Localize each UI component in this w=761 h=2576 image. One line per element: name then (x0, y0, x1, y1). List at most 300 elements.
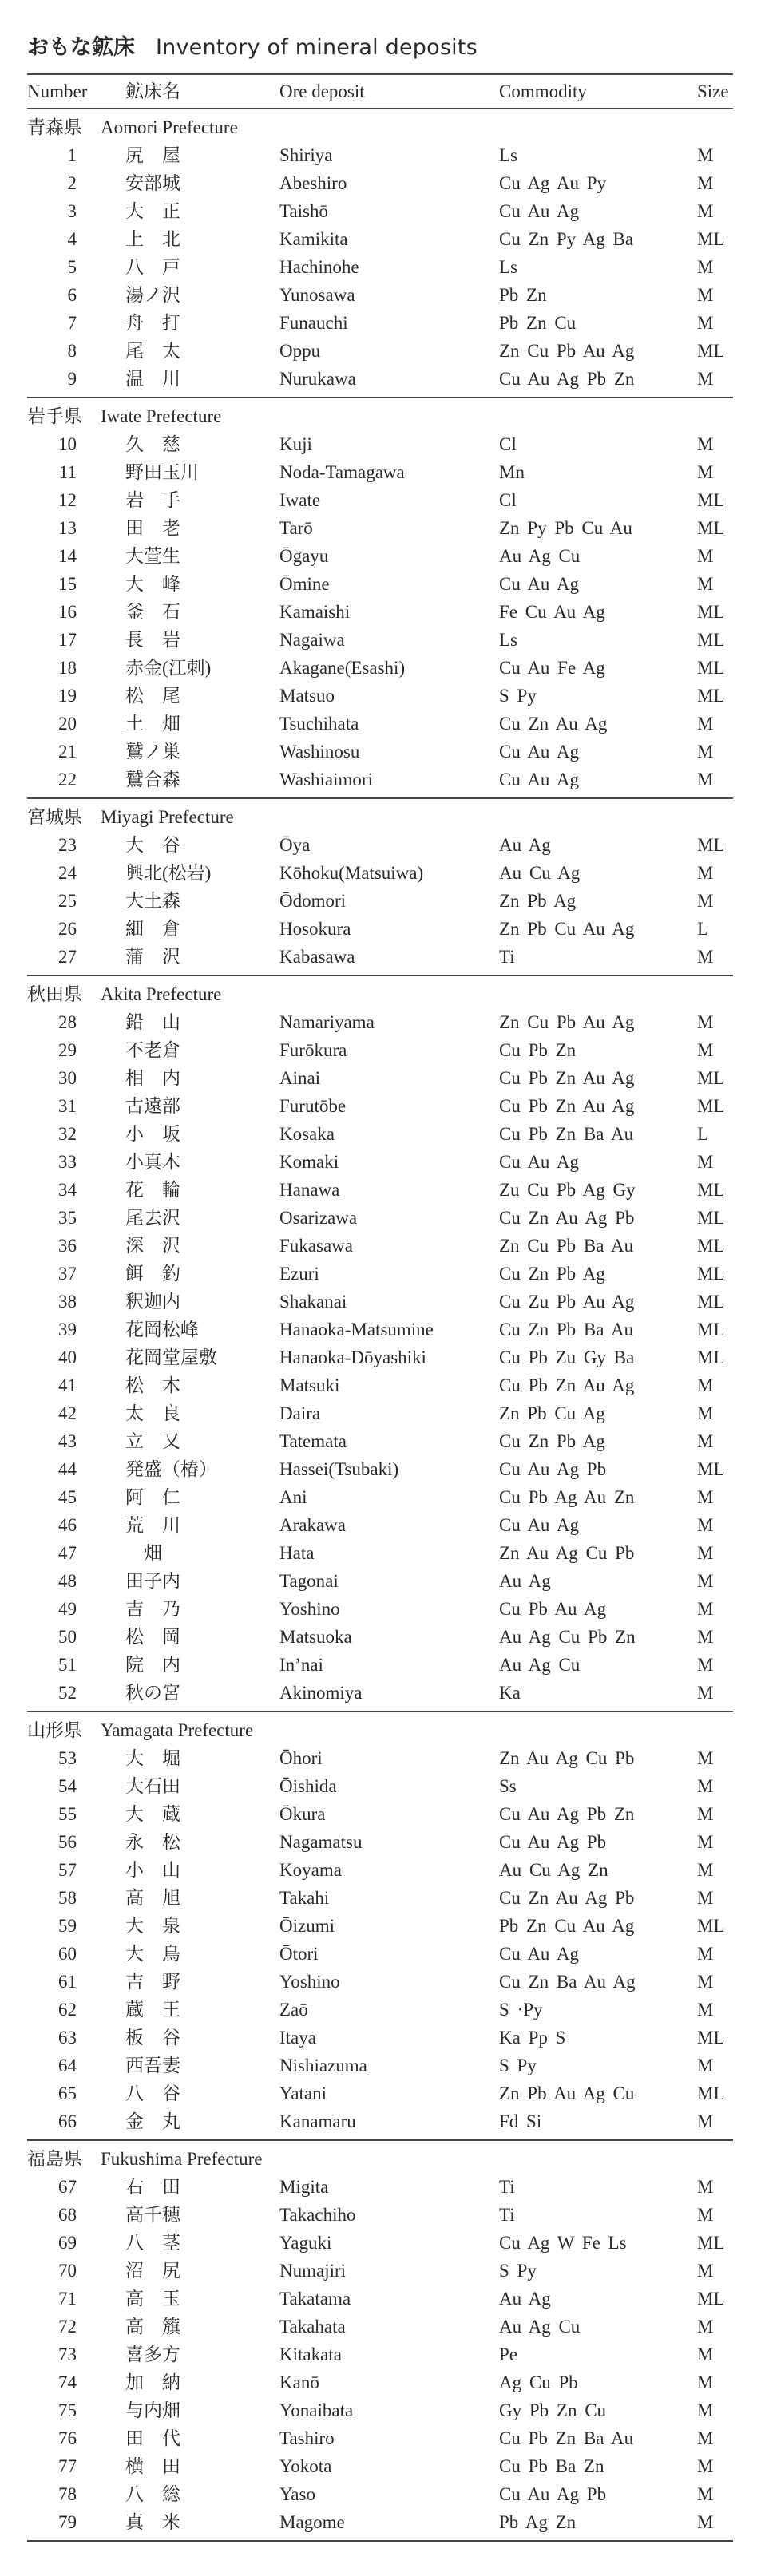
deposit-commodity: Au Cu Ag Zn (499, 1860, 608, 1880)
deposit-name-ja: 右 田 (125, 2177, 180, 2197)
deposit-size: M (697, 2056, 714, 2075)
deposit-number: 6 (67, 285, 77, 305)
title-english: Inventory of mineral deposits (156, 35, 478, 60)
deposit-name-en: Magome (279, 2512, 345, 2532)
table-row (27, 1204, 733, 1232)
deposit-name-en: Nagaiwa (279, 630, 345, 650)
deposit-size: M (697, 434, 714, 454)
deposit-name-en: Takachiho (279, 2205, 356, 2225)
deposit-commodity: Cu Au Ag Pb (499, 1459, 607, 1479)
deposit-name-ja: 安部城 (125, 173, 180, 193)
deposit-number: 29 (58, 1040, 77, 1060)
deposit-size: M (697, 201, 714, 221)
table-row (27, 2313, 733, 2341)
prefecture-name-ja: 秋田県 (27, 984, 82, 1004)
deposit-size: M (697, 770, 714, 789)
table-row (27, 1343, 733, 1371)
deposit-size: M (697, 1860, 714, 1880)
deposit-number: 20 (58, 714, 77, 734)
deposit-number: 30 (58, 1068, 77, 1088)
deposit-commodity: Ls (499, 630, 517, 650)
deposit-number: 77 (58, 2456, 77, 2476)
table-row (27, 943, 733, 971)
deposit-size: ML (697, 2233, 725, 2253)
prefecture-heading (27, 113, 733, 141)
table-row (27, 1064, 733, 1092)
deposit-size: M (697, 2345, 714, 2364)
deposit-number: 10 (58, 434, 77, 454)
mineral-deposits-table (27, 73, 733, 2542)
deposit-commodity: Ss (499, 1776, 517, 1796)
deposit-size: M (697, 2177, 714, 2197)
deposit-number: 42 (58, 1403, 77, 1423)
deposit-name-en: Hanawa (279, 1180, 340, 1200)
deposit-commodity: Pb Ag Zn (499, 2512, 577, 2532)
table-row (27, 1008, 733, 1036)
table-row (27, 570, 733, 598)
deposit-size: ML (697, 602, 725, 622)
deposit-name-en: Arakawa (279, 1515, 347, 1535)
deposit-name-ja: 上 北 (125, 229, 180, 249)
table-row (27, 2396, 733, 2424)
deposit-name-en: Komaki (279, 1152, 339, 1172)
prefecture-heading (27, 2145, 733, 2173)
deposit-name-ja: 餌 釣 (125, 1264, 180, 1284)
deposit-name-ja: 加 納 (125, 2372, 180, 2392)
deposit-commodity: Cl (499, 434, 517, 454)
table-row (27, 430, 733, 458)
deposit-name-en: Ōdomori (279, 891, 347, 911)
deposit-name-ja: 尾 太 (125, 341, 180, 361)
deposit-name-en: Hassei(Tsubaki) (279, 1459, 399, 1479)
prefecture-name-en: Fukushima Prefecture (101, 2149, 263, 2169)
deposit-name-ja: 大土森 (125, 891, 180, 911)
title-japanese: おもな鉱床 (27, 35, 135, 60)
deposit-size: M (697, 173, 714, 193)
table-row (27, 1483, 733, 1511)
deposit-number: 21 (58, 742, 77, 762)
deposit-name-en: Daira (279, 1403, 321, 1423)
deposit-number: 27 (58, 947, 77, 967)
deposit-name-ja: 舟 打 (125, 313, 180, 333)
deposit-size: ML (697, 1180, 725, 1200)
deposit-size: M (697, 1431, 714, 1451)
deposit-size: M (697, 1972, 714, 1992)
deposit-size: M (697, 2484, 714, 2504)
prefecture-name-en: Iwate Prefecture (101, 406, 222, 426)
table-row (27, 2452, 733, 2480)
deposit-size: ML (697, 1459, 725, 1479)
deposit-commodity: S Py (499, 2261, 537, 2281)
deposit-commodity: Cu Au Ag Pb (499, 1832, 607, 1852)
deposit-name-en: Ōya (279, 835, 311, 855)
deposit-number: 5 (67, 257, 77, 277)
prefecture-section (27, 799, 733, 976)
deposit-name-ja: 真 米 (125, 2512, 180, 2532)
deposit-name-en: Ōtori (279, 1944, 319, 1964)
table-row (27, 1316, 733, 1343)
deposit-name-ja: 深 沢 (125, 1236, 180, 1256)
table-row (27, 1800, 733, 1828)
deposit-number: 2 (67, 173, 77, 193)
table-row (27, 1940, 733, 1968)
deposit-size: L (697, 1124, 709, 1144)
deposit-name-en: Kanō (279, 2372, 319, 2392)
deposit-size: M (697, 2428, 714, 2448)
deposit-name-en: Kamikita (279, 229, 348, 249)
deposit-number: 37 (58, 1264, 77, 1284)
deposit-commodity: Au Ag Cu (499, 1655, 581, 1675)
table-row (27, 309, 733, 337)
table-row (27, 2424, 733, 2452)
deposit-number: 34 (58, 1180, 77, 1200)
deposit-number: 54 (58, 1776, 77, 1796)
deposit-name-ja: 与内畑 (125, 2400, 180, 2420)
deposit-name-en: Takahata (279, 2317, 346, 2337)
header-commodity: Commodity (499, 81, 587, 101)
deposit-name-en: Washinosu (279, 742, 360, 762)
deposit-size: M (697, 1040, 714, 1060)
deposit-number: 8 (67, 341, 77, 361)
deposit-size: ML (697, 518, 725, 538)
deposit-name-en: Takahi (279, 1888, 330, 1908)
deposit-commodity: Cu Au Ag (499, 742, 580, 762)
deposit-size: M (697, 1748, 714, 1768)
deposit-name-ja: 高 旭 (125, 1888, 180, 1908)
deposit-number: 13 (58, 518, 77, 538)
deposit-commodity: Pb Zn (499, 285, 547, 305)
deposit-number: 43 (58, 1431, 77, 1451)
deposit-commodity: Zn Py Pb Cu Au (499, 518, 632, 538)
deposit-size: ML (697, 658, 725, 678)
deposit-number: 16 (58, 602, 77, 622)
deposit-name-en: Takatama (279, 2289, 351, 2309)
deposit-name-ja: 阿 仁 (125, 1487, 180, 1507)
deposit-commodity: Au Ag Cu (499, 546, 581, 566)
deposit-commodity: Cu Au Ag Pb Zn (499, 369, 635, 389)
deposit-name-ja: 古遠部 (125, 1096, 180, 1116)
deposit-size: M (697, 145, 714, 165)
deposit-name-ja: 横 田 (125, 2456, 180, 2476)
deposit-size: ML (697, 835, 725, 855)
deposit-number: 3 (67, 201, 77, 221)
deposit-name-en: Shakanai (279, 1292, 347, 1312)
deposit-size: M (697, 313, 714, 333)
deposit-size: M (697, 1012, 714, 1032)
prefecture-name-en: Yamagata Prefecture (101, 1720, 254, 1740)
deposit-commodity: Ka (499, 1683, 521, 1703)
deposit-name-ja: 尻 屋 (125, 145, 180, 165)
table-row (27, 1595, 733, 1623)
table-row (27, 1567, 733, 1595)
deposit-size: ML (697, 1208, 725, 1228)
table-row (27, 1371, 733, 1399)
deposit-name-ja: 発盛（椿） (125, 1459, 217, 1479)
deposit-commodity: Cu Zn Pb Ba Au (499, 1320, 634, 1339)
deposit-size: M (697, 1599, 714, 1619)
prefecture-section (27, 976, 733, 1712)
deposit-name-en: Hanaoka-Matsumine (279, 1320, 434, 1339)
deposit-commodity: Fd Si (499, 2111, 542, 2131)
prefecture-section (27, 2141, 733, 2542)
deposit-name-ja: 不老倉 (125, 1040, 180, 1060)
deposit-size: ML (697, 2083, 725, 2103)
deposit-name-ja: 八 戸 (125, 257, 180, 277)
deposit-number: 33 (58, 1152, 77, 1172)
deposit-commodity: Ti (499, 947, 515, 967)
deposit-size: M (697, 2111, 714, 2131)
deposit-name-ja: 小真木 (125, 1152, 180, 1172)
deposit-name-en: Matsuoka (279, 1627, 352, 1647)
deposit-name-ja: 吉 乃 (125, 1599, 180, 1619)
deposit-name-en: Noda-Tamagawa (279, 462, 405, 482)
deposit-commodity: Cu Pb Zn Ba Au (499, 2428, 634, 2448)
prefecture-heading (27, 980, 733, 1008)
deposit-name-en: Yunosawa (279, 285, 355, 305)
header-size: Size (697, 81, 729, 101)
deposit-commodity: S Py (499, 686, 537, 706)
deposit-name-ja: 高 籏 (125, 2317, 180, 2337)
table-row (27, 1176, 733, 1204)
deposit-name-en: Kitakata (279, 2345, 342, 2364)
deposit-commodity: Zn Pb Au Ag Cu (499, 2083, 635, 2103)
deposit-name-ja: 板 谷 (125, 2028, 180, 2048)
deposit-name-ja: 花岡堂屋敷 (125, 1347, 217, 1367)
deposit-number: 55 (58, 1804, 77, 1824)
deposit-name-en: Matsuki (279, 1375, 340, 1395)
deposit-number: 4 (67, 229, 77, 249)
deposit-name-ja: 細 倉 (125, 919, 180, 939)
deposit-size: ML (697, 490, 725, 510)
deposit-number: 60 (58, 1944, 77, 1964)
deposit-number: 48 (58, 1571, 77, 1591)
table-row (27, 1455, 733, 1483)
deposit-name-en: Furutōbe (279, 1096, 347, 1116)
deposit-name-en: Yatani (279, 2083, 327, 2103)
deposit-name-ja: 大 谷 (125, 835, 180, 855)
deposit-size: M (697, 574, 714, 594)
deposit-name-ja: 大 泉 (125, 1916, 180, 1936)
deposit-commodity: Au Ag (499, 2289, 551, 2309)
deposit-name-en: Hata (279, 1543, 315, 1563)
deposit-number: 64 (58, 2056, 77, 2075)
table-row (27, 1996, 733, 2024)
deposit-number: 75 (58, 2400, 77, 2420)
table-row (27, 169, 733, 197)
table-row (27, 2341, 733, 2368)
deposit-number: 14 (58, 546, 77, 566)
deposit-commodity: Gy Pb Zn Cu (499, 2400, 607, 2420)
deposit-number: 19 (58, 686, 77, 706)
deposit-name-en: Kamaishi (279, 602, 351, 622)
deposit-size: M (697, 1655, 714, 1675)
deposit-name-ja: 長 岩 (125, 630, 180, 650)
deposit-size: ML (697, 1292, 725, 1312)
deposit-commodity: Cu Zn Au Ag Pb (499, 1208, 635, 1228)
deposit-name-en: Kōhoku(Matsuiwa) (279, 863, 424, 883)
deposit-number: 11 (58, 462, 77, 482)
deposit-number: 73 (58, 2345, 77, 2364)
deposit-number: 59 (58, 1916, 77, 1936)
deposit-name-ja: 蔵 王 (125, 2000, 180, 2020)
deposit-name-ja: 小 坂 (125, 1124, 180, 1144)
prefecture-heading (27, 402, 733, 430)
deposit-size: M (697, 947, 714, 967)
deposit-number: 1 (67, 145, 77, 165)
deposit-size: M (697, 546, 714, 566)
deposit-number: 52 (58, 1683, 77, 1703)
deposit-number: 70 (58, 2261, 77, 2281)
deposit-name-en: Yoshino (279, 1599, 340, 1619)
table-row (27, 2257, 733, 2285)
deposit-size: M (697, 1543, 714, 1563)
table-row (27, 1511, 733, 1539)
table-row (27, 626, 733, 654)
table-row (27, 766, 733, 793)
deposit-name-ja: 八 総 (125, 2484, 180, 2504)
deposit-number: 36 (58, 1236, 77, 1256)
deposit-size: ML (697, 1236, 725, 1256)
deposit-name-ja: 田 老 (125, 518, 180, 538)
table-row (27, 710, 733, 738)
deposit-name-en: Zaō (279, 2000, 308, 2020)
deposit-name-ja: 金 丸 (125, 2111, 180, 2131)
table-row (27, 859, 733, 887)
table-row (27, 1288, 733, 1316)
deposit-number: 78 (58, 2484, 77, 2504)
prefecture-section (27, 109, 733, 398)
deposit-name-ja: 久 慈 (125, 434, 180, 454)
deposit-name-ja: 温 川 (125, 369, 180, 389)
deposit-number: 38 (58, 1292, 77, 1312)
prefecture-name-en: Aomori Prefecture (101, 117, 238, 137)
deposit-size: M (697, 891, 714, 911)
deposit-number: 53 (58, 1748, 77, 1768)
prefecture-heading (27, 1716, 733, 1744)
table-row (27, 2079, 733, 2107)
deposit-name-en: Tsuchihata (279, 714, 359, 734)
deposit-number: 51 (58, 1655, 77, 1675)
deposit-number: 15 (58, 574, 77, 594)
deposit-size: M (697, 2000, 714, 2020)
deposit-name-en: Itaya (279, 2028, 316, 2048)
deposit-name-ja: 永 松 (125, 1832, 180, 1852)
deposit-size: ML (697, 630, 725, 650)
deposit-name-ja: 秋の宮 (125, 1683, 180, 1703)
deposit-number: 28 (58, 1012, 77, 1032)
deposit-name-ja: 八 茎 (125, 2233, 180, 2253)
deposit-name-en: Tagonai (279, 1571, 339, 1591)
deposit-commodity: Cu Au Ag (499, 1515, 580, 1535)
table-row (27, 1092, 733, 1120)
deposit-number: 35 (58, 1208, 77, 1228)
deposit-commodity: Cu Au Fe Ag (499, 658, 605, 678)
deposit-name-ja: 釈迦内 (125, 1292, 180, 1312)
deposit-number: 41 (58, 1375, 77, 1395)
deposit-size: M (697, 369, 714, 389)
prefecture-name-ja: 福島県 (27, 2149, 82, 2169)
deposit-name-en: Nishiazuma (279, 2056, 367, 2075)
prefecture-name-ja: 宮城県 (27, 807, 82, 827)
deposit-size: M (697, 1627, 714, 1647)
deposit-name-en: Ani (279, 1487, 307, 1507)
deposit-name-ja: 岩 手 (125, 490, 180, 510)
deposit-commodity: Cu Zn Pb Ag (499, 1264, 605, 1284)
deposit-commodity: Au Ag (499, 835, 551, 855)
deposit-commodity: Cu Pb Zu Gy Ba (499, 1347, 635, 1367)
deposit-size: M (697, 714, 714, 734)
deposit-name-en: Ōhori (279, 1748, 323, 1768)
deposit-name-ja: 田 代 (125, 2428, 180, 2448)
deposit-name-ja: 高千穂 (125, 2205, 180, 2225)
deposit-commodity: Cu Zn Pb Ag (499, 1431, 605, 1451)
deposit-size: M (697, 863, 714, 883)
deposit-size: ML (697, 1264, 725, 1284)
deposit-commodity: Cu Pb Ba Zn (499, 2456, 604, 2476)
deposit-commodity: Cu Pb Zn Au Ag (499, 1068, 635, 1088)
deposit-name-en: Matsuo (279, 686, 335, 706)
deposit-commodity: Cu Au Ag Pb Zn (499, 1804, 635, 1824)
deposit-name-en: Koyama (279, 1860, 342, 1880)
deposit-name-en: Furōkura (279, 1040, 347, 1060)
deposit-commodity: Cu Pb Zn (499, 1040, 577, 1060)
deposit-number: 61 (58, 1972, 77, 1992)
deposit-commodity: Cu Au Ag (499, 574, 580, 594)
deposit-commodity: S ·Py (499, 2000, 543, 2020)
deposit-size: M (697, 2372, 714, 2392)
table-row (27, 1912, 733, 1940)
deposit-name-ja: 荒 川 (125, 1515, 180, 1535)
deposit-commodity: Cu Pb Zn Au Ag (499, 1375, 635, 1395)
deposit-commodity: Cl (499, 490, 517, 510)
deposit-name-en: Ōizumi (279, 1916, 335, 1936)
deposit-name-ja: 大 峰 (125, 574, 180, 594)
table-row (27, 1828, 733, 1856)
deposit-size: M (697, 2400, 714, 2420)
deposit-number: 26 (58, 919, 77, 939)
deposit-name-ja: 花 輪 (125, 1180, 180, 1200)
deposit-name-en: Ainai (279, 1068, 321, 1088)
deposit-name-en: In’nai (279, 1655, 323, 1675)
deposit-number: 40 (58, 1347, 77, 1367)
deposit-number: 45 (58, 1487, 77, 1507)
table-row (27, 1399, 733, 1427)
deposit-number: 74 (58, 2372, 77, 2392)
deposit-size: ML (697, 1916, 725, 1936)
table-row (27, 486, 733, 514)
deposit-number: 24 (58, 863, 77, 883)
table-row (27, 141, 733, 169)
deposit-name-ja: 鷲合森 (125, 770, 180, 789)
table-body (27, 109, 733, 2542)
deposit-name-en: Fukasawa (279, 1236, 353, 1256)
deposit-name-ja: 吉 野 (125, 1972, 180, 1992)
deposit-commodity: Pb Zn Cu (499, 313, 577, 333)
deposit-commodity: Au Ag (499, 1571, 551, 1591)
table-header-row (27, 75, 733, 108)
table-row (27, 1539, 733, 1567)
deposit-name-ja: 大 正 (125, 201, 180, 221)
deposit-number: 47 (58, 1543, 77, 1563)
table-row (27, 1036, 733, 1064)
deposit-name-en: Hosokura (279, 919, 351, 939)
deposit-name-en: Yoshino (279, 1972, 340, 1992)
deposit-name-en: Ezuri (279, 1264, 319, 1284)
deposit-size: M (697, 1776, 714, 1796)
prefecture-heading (27, 803, 733, 831)
deposit-commodity: Cu Zn Py Ag Ba (499, 229, 634, 249)
deposit-number: 76 (58, 2428, 77, 2448)
